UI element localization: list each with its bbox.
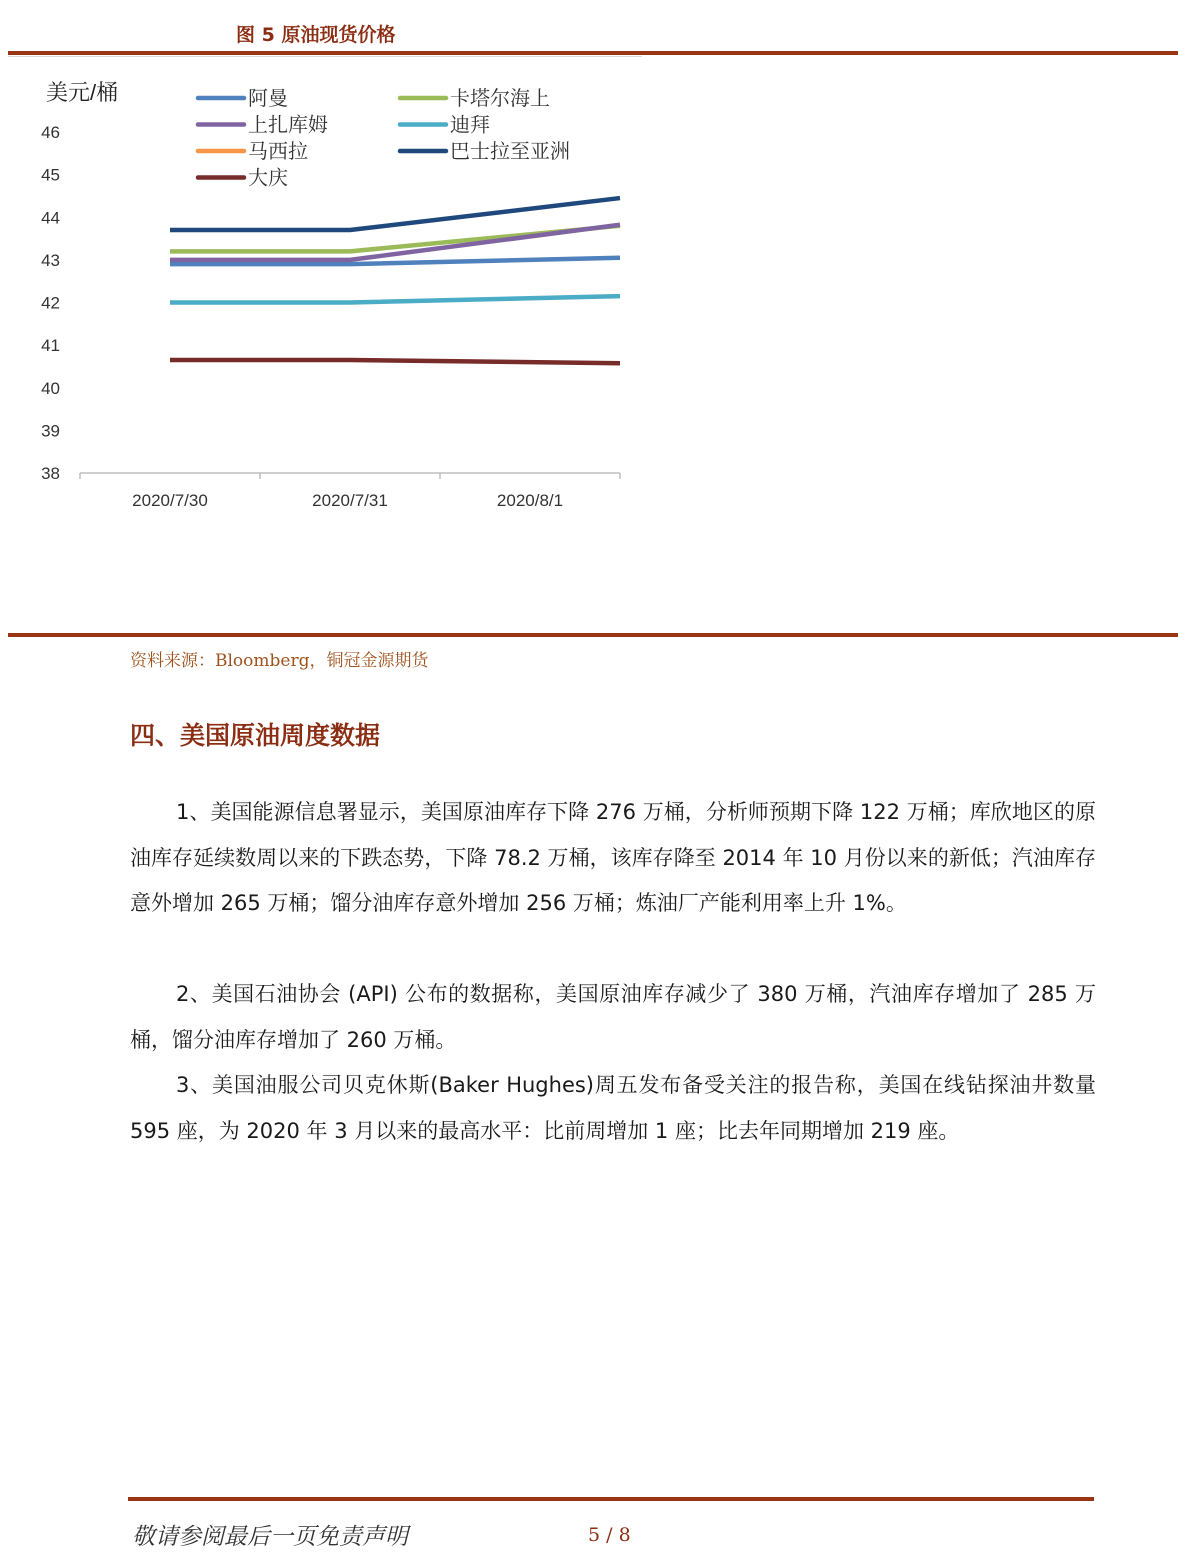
y-axis-ticks [41,123,60,483]
section-title: 四、美国原油周度数据 [130,721,381,750]
y-tick-label: 45 [41,165,60,185]
x-axis [80,473,620,510]
legend-label: 马西拉 [248,139,308,163]
x-tick-label: 2020/7/31 [312,491,388,510]
series-line [170,198,620,230]
page-number: 5 / 8 [588,1524,631,1546]
legend-label: 迪拜 [450,112,490,137]
y-tick-label: 41 [41,336,60,356]
x-tick-label: 2020/8/1 [496,491,564,510]
y-axis-label: 美元/桶 [46,80,119,105]
y-tick-label: 46 [41,123,60,142]
paragraph-2: 2、美国石油协会 (API) 公布的数据称，美国原油库存减少了 380 万桶，汽油库存增加了 285 万桶，馏分油库存增加了 260 万桶。 [130,982,1096,1052]
chart-top-border [8,56,642,57]
legend-label: 上扎库姆 [248,112,328,137]
line-chart [0,60,640,630]
legend-label: 大庆 [248,165,288,190]
chart-bottom-rule [8,633,1178,637]
y-tick-label: 40 [41,378,60,398]
y-tick-label: 44 [41,208,60,228]
paragraph-3: 3、美国油服公司贝克休斯(Baker Hughes)周五发布备受关注的报告称，美国在线钻探油井数量 595 座，为 2020 年 3 月以来的最高水平：比前周增加 1 座；比去年同期增加 219 座。 [130,1073,1096,1143]
series-line [170,296,620,302]
chart-series [170,198,620,363]
top-rule [8,51,1178,55]
paragraph-1: 1、美国能源信息署显示，美国原油库存下降 276 万桶，分析师预期下降 122 万桶；库欣地区的原油库存延续数周以来的下跌态势，下降 78.2 万桶，该库存降至 2014 年 10 月份以来的新低；汽油库存意外增加 265 万桶；馏分油库存意外增加 256 万桶；炼油厂产能利用率上升 1%。 [130,800,1096,915]
footer-rule [128,1497,1094,1501]
y-tick-label: 39 [41,421,60,441]
x-tick-label: 2020/7/30 [132,491,208,510]
legend-label: 巴士拉至亚洲 [450,139,570,163]
legend-label: 卡塔尔海上 [450,86,550,110]
source-note: 资料来源：Bloomberg，铜冠金源期货 [130,651,429,671]
disclaimer-note: 敬请参阅最后一页免责声明 [132,1524,408,1550]
series-line [170,360,620,363]
figure-title: 图 5 原油现货价格 [236,24,396,46]
y-tick-label: 38 [41,464,60,483]
y-tick-label: 43 [41,250,60,270]
chart-legend [198,86,570,190]
legend-label: 阿曼 [248,86,288,110]
y-tick-label: 42 [41,293,60,313]
